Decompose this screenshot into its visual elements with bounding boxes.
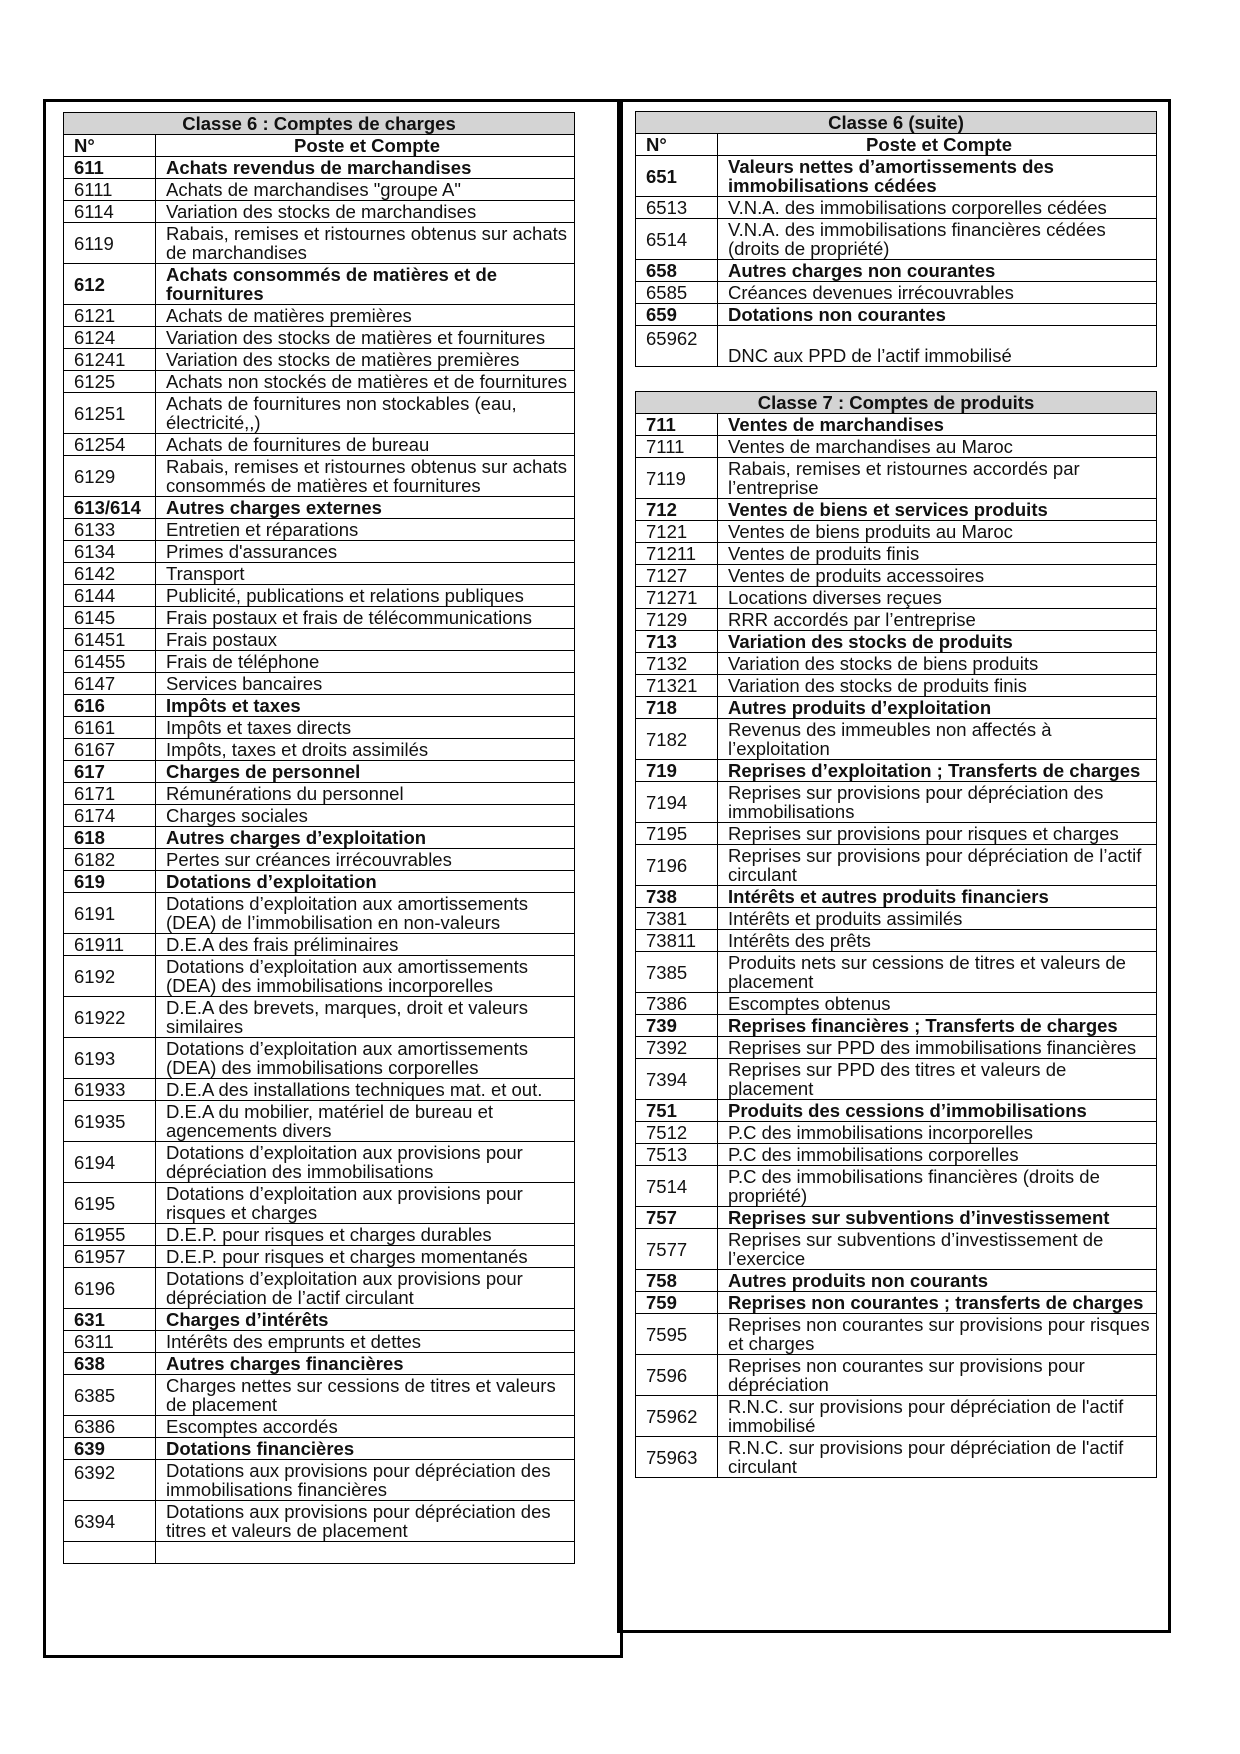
account-number: 61933 — [64, 1079, 156, 1101]
account-number: 61254 — [64, 434, 156, 456]
table-row — [636, 499, 1157, 521]
account-number — [64, 1542, 156, 1564]
account-number: 639 — [64, 1438, 156, 1460]
table-row — [64, 1224, 575, 1246]
account-label: Ventes de marchandises au Maroc — [718, 436, 1157, 458]
table-row — [636, 609, 1157, 631]
account-label: Achats non stockés de matières et de fournitures — [156, 371, 575, 393]
account-label: Produits nets sur cessions de titres et valeurs de placement — [718, 952, 1157, 993]
table-row — [636, 304, 1157, 326]
table-row — [636, 414, 1157, 436]
account-number: 7111 — [636, 436, 718, 458]
account-label: Autres produits non courants — [718, 1270, 1157, 1292]
account-number: 6585 — [636, 282, 718, 304]
account-number: 6134 — [64, 541, 156, 563]
account-label: Dotations aux provisions pour dépréciation des titres et valeurs de placement — [156, 1501, 575, 1542]
table-row — [636, 1015, 1157, 1037]
account-number: 6161 — [64, 717, 156, 739]
account-label: Intérêts et produits assimilés — [718, 908, 1157, 930]
table-row — [64, 201, 575, 223]
account-label: Variation des stocks de produits — [718, 631, 1157, 653]
table-row — [636, 1207, 1157, 1229]
table-row — [636, 908, 1157, 930]
account-label: Locations diverses reçues — [718, 587, 1157, 609]
table-row — [636, 1314, 1157, 1355]
account-number: 7392 — [636, 1037, 718, 1059]
account-label: D.E.A du mobilier, matériel de bureau et agencements divers — [156, 1101, 575, 1142]
table-row — [636, 1037, 1157, 1059]
account-label: V.N.A. des immobilisations financières cédées (droits de propriété) — [718, 219, 1157, 260]
account-label: Reprises non courantes sur provisions pour dépréciation — [718, 1355, 1157, 1396]
account-label: Variation des stocks de produits finis — [718, 675, 1157, 697]
account-number: 719 — [636, 760, 718, 782]
column-header-number: N° — [636, 134, 718, 156]
account-label: Intérêts des prêts — [718, 930, 1157, 952]
table-row — [64, 1460, 575, 1501]
account-label: Dotations d’exploitation aux provisions pour dépréciation de l’actif circulant — [156, 1268, 575, 1309]
column-header-poste: Poste et Compte — [156, 135, 575, 157]
account-number: 6174 — [64, 805, 156, 827]
account-number: 6193 — [64, 1038, 156, 1079]
account-number: 6121 — [64, 305, 156, 327]
table-row — [64, 434, 575, 456]
table-row — [636, 719, 1157, 760]
account-label: Ventes de produits finis — [718, 543, 1157, 565]
account-number: 7513 — [636, 1144, 718, 1166]
table-row — [64, 893, 575, 934]
account-number: 6111 — [64, 179, 156, 201]
account-label: Charges sociales — [156, 805, 575, 827]
table-row — [636, 782, 1157, 823]
table-row — [64, 717, 575, 739]
account-number: 61955 — [64, 1224, 156, 1246]
table-row — [64, 223, 575, 264]
account-number: 7595 — [636, 1314, 718, 1355]
account-number: 6392 — [64, 1460, 156, 1501]
account-label: Autres produits d’exploitation — [718, 697, 1157, 719]
class7-produits-table — [635, 391, 1157, 1478]
table-row — [636, 1292, 1157, 1314]
account-label: Ventes de marchandises — [718, 414, 1157, 436]
table-row — [636, 565, 1157, 587]
account-label: Impôts et taxes — [156, 695, 575, 717]
table-row — [636, 282, 1157, 304]
table-row — [64, 1375, 575, 1416]
account-number: 6394 — [64, 1501, 156, 1542]
account-number: 651 — [636, 156, 718, 197]
table-row — [64, 1309, 575, 1331]
account-label: Charges nettes sur cessions de titres et valeurs de placement — [156, 1375, 575, 1416]
account-label: Autres charges externes — [156, 497, 575, 519]
account-label: Pertes sur créances irrécouvrables — [156, 849, 575, 871]
table-row — [64, 305, 575, 327]
account-number: 638 — [64, 1353, 156, 1375]
table-row — [64, 1268, 575, 1309]
account-number: 7121 — [636, 521, 718, 543]
table-row — [64, 1438, 575, 1460]
table-row — [636, 1122, 1157, 1144]
account-number: 73811 — [636, 930, 718, 952]
table-row — [636, 1437, 1157, 1478]
account-label: R.N.C. sur provisions pour dépréciation de l'actif immobilisé — [718, 1396, 1157, 1437]
table-row — [64, 264, 575, 305]
account-number: 619 — [64, 871, 156, 893]
column-header-number: N° — [64, 135, 156, 157]
table-row — [64, 327, 575, 349]
table-row — [64, 1142, 575, 1183]
account-number: 618 — [64, 827, 156, 849]
account-number: 6194 — [64, 1142, 156, 1183]
account-label: D.E.P. pour risques et charges momentanés — [156, 1246, 575, 1268]
account-label: Dotations d’exploitation aux amortissements (DEA) des immobilisations incorporelles — [156, 956, 575, 997]
account-label: Autres charges financières — [156, 1353, 575, 1375]
account-label: Ventes de produits accessoires — [718, 565, 1157, 587]
table-row — [636, 760, 1157, 782]
table-row — [64, 371, 575, 393]
account-number: 6133 — [64, 519, 156, 541]
account-number: 7195 — [636, 823, 718, 845]
table-row — [636, 587, 1157, 609]
account-number: 659 — [636, 304, 718, 326]
table-row — [64, 871, 575, 893]
account-label: Frais postaux et frais de télécommunications — [156, 607, 575, 629]
account-number: 7596 — [636, 1355, 718, 1396]
table-row — [64, 1353, 575, 1375]
table-row — [64, 179, 575, 201]
account-label: Achats de fournitures de bureau — [156, 434, 575, 456]
account-label: Frais postaux — [156, 629, 575, 651]
account-label: D.E.A des installations techniques mat. et out. — [156, 1079, 575, 1101]
table-row — [636, 521, 1157, 543]
account-label: DNC aux PPD de l’actif immobilisé — [718, 326, 1157, 367]
account-label: Achats de matières premières — [156, 305, 575, 327]
account-label: Frais de téléphone — [156, 651, 575, 673]
account-label: Services bancaires — [156, 673, 575, 695]
account-number: 6125 — [64, 371, 156, 393]
account-number: 6147 — [64, 673, 156, 695]
table-row — [64, 519, 575, 541]
account-label: Variation des stocks de matières et fournitures — [156, 327, 575, 349]
account-number: 6145 — [64, 607, 156, 629]
account-number: 612 — [64, 264, 156, 305]
table-row — [636, 1270, 1157, 1292]
account-label: Reprises sur PPD des immobilisations financières — [718, 1037, 1157, 1059]
account-number: 613/614 — [64, 497, 156, 519]
table-row — [64, 934, 575, 956]
account-label: Variation des stocks de matières premières — [156, 349, 575, 371]
account-label: Impôts, taxes et droits assimilés — [156, 739, 575, 761]
account-number: 7194 — [636, 782, 718, 823]
class6-charges-table — [63, 112, 575, 1564]
account-number: 61957 — [64, 1246, 156, 1268]
table-row — [64, 849, 575, 871]
account-label: Créances devenues irrécouvrables — [718, 282, 1157, 304]
account-number: 6144 — [64, 585, 156, 607]
account-label: Transport — [156, 563, 575, 585]
table-row — [636, 1144, 1157, 1166]
table-row — [64, 997, 575, 1038]
table-row — [636, 1355, 1157, 1396]
account-label: Primes d'assurances — [156, 541, 575, 563]
table-row — [64, 805, 575, 827]
account-number: 757 — [636, 1207, 718, 1229]
table-row — [636, 886, 1157, 908]
account-number: 7129 — [636, 609, 718, 631]
table-row — [64, 783, 575, 805]
table-row — [64, 1416, 575, 1438]
table-row — [64, 563, 575, 585]
account-number: 6119 — [64, 223, 156, 264]
account-number: 739 — [636, 1015, 718, 1037]
account-number: 6192 — [64, 956, 156, 997]
table-row — [636, 993, 1157, 1015]
account-number: 75962 — [636, 1396, 718, 1437]
account-number: 7119 — [636, 458, 718, 499]
table-row — [64, 456, 575, 497]
account-number: 7196 — [636, 845, 718, 886]
table-row — [636, 631, 1157, 653]
table-row — [64, 497, 575, 519]
table-row — [64, 1331, 575, 1353]
account-label: V.N.A. des immobilisations corporelles cédées — [718, 197, 1157, 219]
account-label: RRR accordés par l’entreprise — [718, 609, 1157, 631]
account-number: 7385 — [636, 952, 718, 993]
table-row — [636, 930, 1157, 952]
account-label: D.E.P. pour risques et charges durables — [156, 1224, 575, 1246]
table-row — [64, 761, 575, 783]
account-label: Achats revendus de marchandises — [156, 157, 575, 179]
account-number: 712 — [636, 499, 718, 521]
account-number: 61241 — [64, 349, 156, 371]
table-row — [636, 326, 1157, 367]
column-header-poste: Poste et Compte — [718, 134, 1157, 156]
account-label: Dotations d’exploitation aux provisions pour risques et charges — [156, 1183, 575, 1224]
account-number: 6514 — [636, 219, 718, 260]
account-label: R.N.C. sur provisions pour dépréciation de l'actif circulant — [718, 1437, 1157, 1478]
account-number: 6182 — [64, 849, 156, 871]
account-label — [156, 1542, 575, 1564]
table-row — [64, 651, 575, 673]
account-number: 61451 — [64, 629, 156, 651]
table-row — [636, 823, 1157, 845]
account-number: 6129 — [64, 456, 156, 497]
account-label: Autres charges non courantes — [718, 260, 1157, 282]
table-row — [64, 157, 575, 179]
table-row — [636, 1100, 1157, 1122]
table-row — [636, 697, 1157, 719]
account-label: Rabais, remises et ristournes accordés par l’entreprise — [718, 458, 1157, 499]
table-row — [636, 952, 1157, 993]
account-number: 6191 — [64, 893, 156, 934]
table-row — [636, 845, 1157, 886]
table-row — [64, 956, 575, 997]
account-number: 71211 — [636, 543, 718, 565]
account-number: 7386 — [636, 993, 718, 1015]
account-label: Reprises sur PPD des titres et valeurs de placement — [718, 1059, 1157, 1100]
account-number: 758 — [636, 1270, 718, 1292]
account-label: Reprises sur subventions d’investissement — [718, 1207, 1157, 1229]
account-label: Dotations d’exploitation — [156, 871, 575, 893]
table-row — [64, 1183, 575, 1224]
account-label: P.C des immobilisations incorporelles — [718, 1122, 1157, 1144]
account-number: 6196 — [64, 1268, 156, 1309]
table-row — [636, 1396, 1157, 1437]
table-row — [64, 673, 575, 695]
account-number: 6124 — [64, 327, 156, 349]
account-number: 6385 — [64, 1375, 156, 1416]
table-title: Classe 6 : Comptes de charges — [64, 113, 575, 135]
account-label: Reprises sur provisions pour dépréciation des immobilisations — [718, 782, 1157, 823]
account-number: 759 — [636, 1292, 718, 1314]
account-label: Dotations aux provisions pour dépréciation des immobilisations financières — [156, 1460, 575, 1501]
table-row — [64, 827, 575, 849]
table-row — [64, 739, 575, 761]
table-row — [64, 541, 575, 563]
table-row — [636, 219, 1157, 260]
account-number: 711 — [636, 414, 718, 436]
account-number: 71321 — [636, 675, 718, 697]
account-number: 6386 — [64, 1416, 156, 1438]
account-number: 65962 — [636, 326, 718, 367]
account-number: 6114 — [64, 201, 156, 223]
account-label: Reprises non courantes ; transferts de charges — [718, 1292, 1157, 1314]
account-label: Dotations d’exploitation aux amortissements (DEA) de l’immobilisation en non-valeurs — [156, 893, 575, 934]
account-label: Reprises d’exploitation ; Transferts de charges — [718, 760, 1157, 782]
table-row — [64, 695, 575, 717]
account-label: Impôts et taxes directs — [156, 717, 575, 739]
account-label: Dotations non courantes — [718, 304, 1157, 326]
account-label: Escomptes accordés — [156, 1416, 575, 1438]
account-label: Produits des cessions d’immobilisations — [718, 1100, 1157, 1122]
account-number: 616 — [64, 695, 156, 717]
table-title: Classe 7 : Comptes de produits — [636, 392, 1157, 414]
account-label: Ventes de biens et services produits — [718, 499, 1157, 521]
account-label: Variation des stocks de biens produits — [718, 653, 1157, 675]
account-label: Reprises sur subventions d’investissement de l’exercice — [718, 1229, 1157, 1270]
table-title: Classe 6 (suite) — [636, 112, 1157, 134]
table-row — [64, 607, 575, 629]
account-label: Charges d’intérêts — [156, 1309, 575, 1331]
account-label: Intérêts et autres produits financiers — [718, 886, 1157, 908]
account-number: 7127 — [636, 565, 718, 587]
account-number: 631 — [64, 1309, 156, 1331]
account-label: Rémunérations du personnel — [156, 783, 575, 805]
account-label: Dotations financières — [156, 1438, 575, 1460]
table-row — [636, 436, 1157, 458]
account-number: 6195 — [64, 1183, 156, 1224]
account-label: P.C des immobilisations corporelles — [718, 1144, 1157, 1166]
account-number: 7577 — [636, 1229, 718, 1270]
table-row — [64, 1542, 575, 1564]
account-number: 6167 — [64, 739, 156, 761]
account-number: 71271 — [636, 587, 718, 609]
table-row — [636, 653, 1157, 675]
table-row — [636, 1166, 1157, 1207]
table-row — [636, 156, 1157, 197]
account-number: 61922 — [64, 997, 156, 1038]
account-label: Rabais, remises et ristournes obtenus sur achats consommés de matières et fournitures — [156, 456, 575, 497]
account-label: P.C des immobilisations financières (droits de propriété) — [718, 1166, 1157, 1207]
table-row — [636, 458, 1157, 499]
account-number: 6171 — [64, 783, 156, 805]
table-row — [64, 349, 575, 371]
account-number: 7381 — [636, 908, 718, 930]
table-row — [636, 1229, 1157, 1270]
account-label: D.E.A des brevets, marques, droit et valeurs similaires — [156, 997, 575, 1038]
account-label: Intérêts des emprunts et dettes — [156, 1331, 575, 1353]
account-label: D.E.A des frais préliminaires — [156, 934, 575, 956]
account-label: Valeurs nettes d’amortissements des immobilisations cédées — [718, 156, 1157, 197]
account-label: Rabais, remises et ristournes obtenus sur achats de marchandises — [156, 223, 575, 264]
account-label: Charges de personnel — [156, 761, 575, 783]
account-number: 617 — [64, 761, 156, 783]
account-label: Escomptes obtenus — [718, 993, 1157, 1015]
account-number: 7132 — [636, 653, 718, 675]
table-row — [64, 585, 575, 607]
account-label: Entretien et réparations — [156, 519, 575, 541]
account-number: 6311 — [64, 1331, 156, 1353]
account-label: Revenus des immeubles non affectés à l’exploitation — [718, 719, 1157, 760]
account-label: Reprises sur provisions pour dépréciation de l’actif circulant — [718, 845, 1157, 886]
account-number: 658 — [636, 260, 718, 282]
table-row — [64, 393, 575, 434]
account-number: 713 — [636, 631, 718, 653]
account-label: Achats consommés de matières et de fournitures — [156, 264, 575, 305]
account-label: Reprises financières ; Transferts de charges — [718, 1015, 1157, 1037]
account-number: 7394 — [636, 1059, 718, 1100]
account-label: Dotations d’exploitation aux provisions pour dépréciation des immobilisations — [156, 1142, 575, 1183]
account-number: 6513 — [636, 197, 718, 219]
account-number: 7182 — [636, 719, 718, 760]
table-row — [64, 1101, 575, 1142]
table-row — [64, 1079, 575, 1101]
table-row — [64, 629, 575, 651]
account-number: 7512 — [636, 1122, 718, 1144]
account-number: 6142 — [64, 563, 156, 585]
account-number: 61935 — [64, 1101, 156, 1142]
class6-suite-table — [635, 111, 1157, 367]
account-number: 61251 — [64, 393, 156, 434]
account-number: 738 — [636, 886, 718, 908]
table-row — [636, 197, 1157, 219]
table-row — [64, 1038, 575, 1079]
account-label: Achats de fournitures non stockables (eau, électricité,,) — [156, 393, 575, 434]
account-number: 61455 — [64, 651, 156, 673]
account-label: Autres charges d’exploitation — [156, 827, 575, 849]
account-label: Publicité, publications et relations publiques — [156, 585, 575, 607]
account-label: Reprises sur provisions pour risques et charges — [718, 823, 1157, 845]
account-label: Achats de marchandises "groupe A" — [156, 179, 575, 201]
account-label: Variation des stocks de marchandises — [156, 201, 575, 223]
account-number: 751 — [636, 1100, 718, 1122]
account-number: 7514 — [636, 1166, 718, 1207]
account-label: Reprises non courantes sur provisions pour risques et charges — [718, 1314, 1157, 1355]
account-number: 718 — [636, 697, 718, 719]
table-row — [64, 1501, 575, 1542]
account-number: 75963 — [636, 1437, 718, 1478]
account-label: Ventes de biens produits au Maroc — [718, 521, 1157, 543]
table-row — [636, 260, 1157, 282]
account-label: Dotations d’exploitation aux amortissements (DEA) des immobilisations corporelles — [156, 1038, 575, 1079]
table-row — [636, 675, 1157, 697]
table-row — [64, 1246, 575, 1268]
account-number: 611 — [64, 157, 156, 179]
table-row — [636, 1059, 1157, 1100]
table-row — [636, 543, 1157, 565]
account-number: 61911 — [64, 934, 156, 956]
